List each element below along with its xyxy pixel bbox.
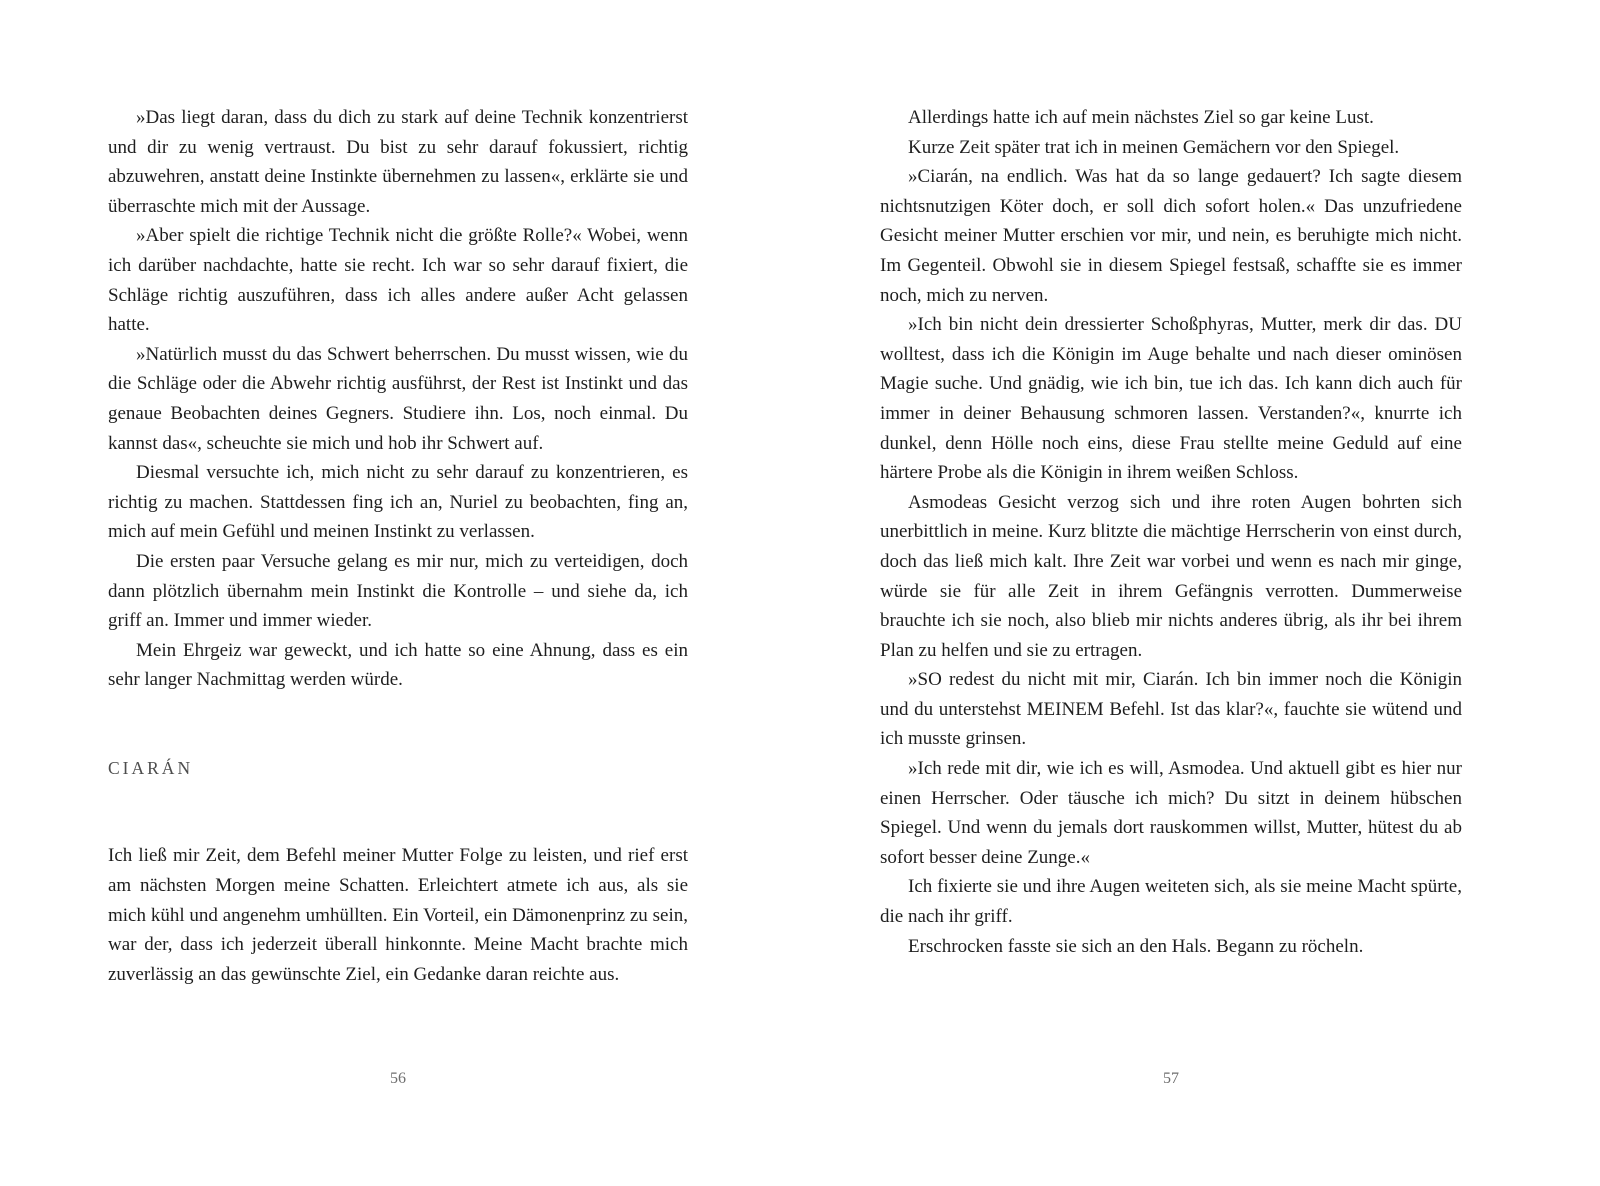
paragraph: »Ich rede mit dir, wie ich es will, Asmodea. Und aktuell gibt es hier nur einen Herrscher. Oder täusche ich mich? Du sitzt in deinem hübschen Spiegel. Und wenn du jemals dort rauskommen willst, Mutter, hütest du ab sofort besser deine Zunge.« xyxy=(880,758,1462,868)
paragraph: »Ciarán, na endlich. Was hat da so lange gedauert? Ich sagte diesem nichtsnutzigen Köter doch, er soll dich sofort holen.« Das unzufriedene Gesicht meiner Mutter erschien vor mir, und nein, es beruhigte mich nicht. Im Gegenteil. Obwohl sie in diesem Spiegel festsaß, schaffte sie es immer noch, mich zu nerven. xyxy=(880,166,1462,306)
left-page-paragraphs-after-heading xyxy=(108,841,688,989)
paragraph: Mein Ehrgeiz war geweckt, und ich hatte so eine Ahnung, dass es ein sehr langer Nachmittag werden würde. xyxy=(108,639,688,691)
paragraph: Diesmal versuchte ich, mich nicht zu sehr darauf zu konzentrieren, es richtig zu machen. Stattdessen fing ich an, Nuriel zu beobachten, fing an, mich auf mein Gefühl und meinen Instinkt zu verlassen. xyxy=(108,462,688,543)
page-number-right: 57 xyxy=(1163,1070,1179,1087)
paragraph: »Aber spielt die richtige Technik nicht die größte Rolle?« Wobei, wenn ich darüber nachdachte, hatte sie recht. Ich war so sehr darauf fixiert, die Schläge richtig auszuführen, dass ich alles andere außer Acht gelassen hatte. xyxy=(108,225,688,336)
paragraph: Die ersten paar Versuche gelang es mir nur, mich zu verteidigen, doch dann plötzlich übernahm mein Instinkt die Kontrolle – und siehe da, ich griff an. Immer und immer wieder. xyxy=(108,550,688,632)
right-page xyxy=(880,103,1462,961)
paragraph: Kurze Zeit später trat ich in meinen Gemächern vor den Spiegel. xyxy=(908,136,1400,158)
paragraph: »Natürlich musst du das Schwert beherrschen. Du musst wissen, wie du die Schläge oder die Abwehr richtig ausführst, der Rest ist Instinkt und das genaue Beobachten deines Gegners. Studiere ihn. Los, noch einmal. Du kannst das«, scheuchte sie mich und hob ihr Schwert auf. xyxy=(108,343,688,454)
left-page xyxy=(108,103,688,989)
page-number-left: 56 xyxy=(390,1070,406,1087)
paragraph: »SO redest du nicht mit mir, Ciarán. Ich bin immer noch die Königin und du unterstehst MEINEM Befehl. Ist das klar?«, fauchte sie wütend und ich musste grinsen. xyxy=(880,669,1462,750)
left-page-paragraphs xyxy=(108,103,688,695)
paragraph: Erschrocken fasste sie sich an den Hals. Begann zu röcheln. xyxy=(908,935,1364,957)
paragraph: Ich ließ mir Zeit, dem Befehl meiner Mutter Folge zu leisten, und rief erst am nächsten Morgen meine Schatten. Erleichtert atmete ich aus, als sie mich kühl und angenehm umhüllten. Ein Vorteil, ein Dämonenprinz zu sein, war der, dass ich jederzeit überall hinkonnte. Meine Macht brachte mich zuverlässig an das gewünschte Ziel, ein Gedanke daran reichte aus. xyxy=(108,845,688,985)
section-heading: CIARÁN xyxy=(108,757,194,778)
paragraph: »Das liegt daran, dass du dich zu stark auf deine Technik konzentrierst und dir zu wenig vertraust. Du bist zu sehr darauf fokussiert, richtig abzuwehren, anstatt deine Instinkte übernehmen zu lassen«, erklärte sie und überraschte mich mit der Aussage. xyxy=(108,107,688,217)
paragraph: »Ich bin nicht dein dressierter Schoßphyras, Mutter, merk dir das. DU wolltest, dass ich die Königin im Auge behalte und nach dieser ominösen Magie suche. Und gnädig, wie ich bin, tue ich das. Ich kann dich auch für immer in deiner Behausung schmoren lassen. Verstanden?«, knurrte ich dunkel, denn Hölle noch eins, diese Frau stellte meine Geduld auf eine härtere Probe als die Königin in ihrem weißen Schloss. xyxy=(880,314,1462,484)
paragraph: Allerdings hatte ich auf mein nächstes Ziel so gar keine Lust. xyxy=(908,107,1374,128)
paragraph: Asmodeas Gesicht verzog sich und ihre roten Augen bohrten sich unerbittlich in meine. Kurz blitzte die mächtige Herrscherin von einst durch, doch das ließ mich kalt. Ihre Zeit war vorbei und wenn es nach mir ginge, würde sie für alle Zeit in ihrem Gefängnis verrotten. Dummerweise brauchte ich sie noch, also blieb mir nichts anderes übrig, als ihr bei ihrem Plan zu helfen und sie zu ertragen. xyxy=(880,491,1462,661)
paragraph: Ich fixierte sie und ihre Augen weiteten sich, als sie meine Macht spürte, die nach ihr griff. xyxy=(880,876,1462,928)
right-page-paragraphs xyxy=(880,103,1462,961)
